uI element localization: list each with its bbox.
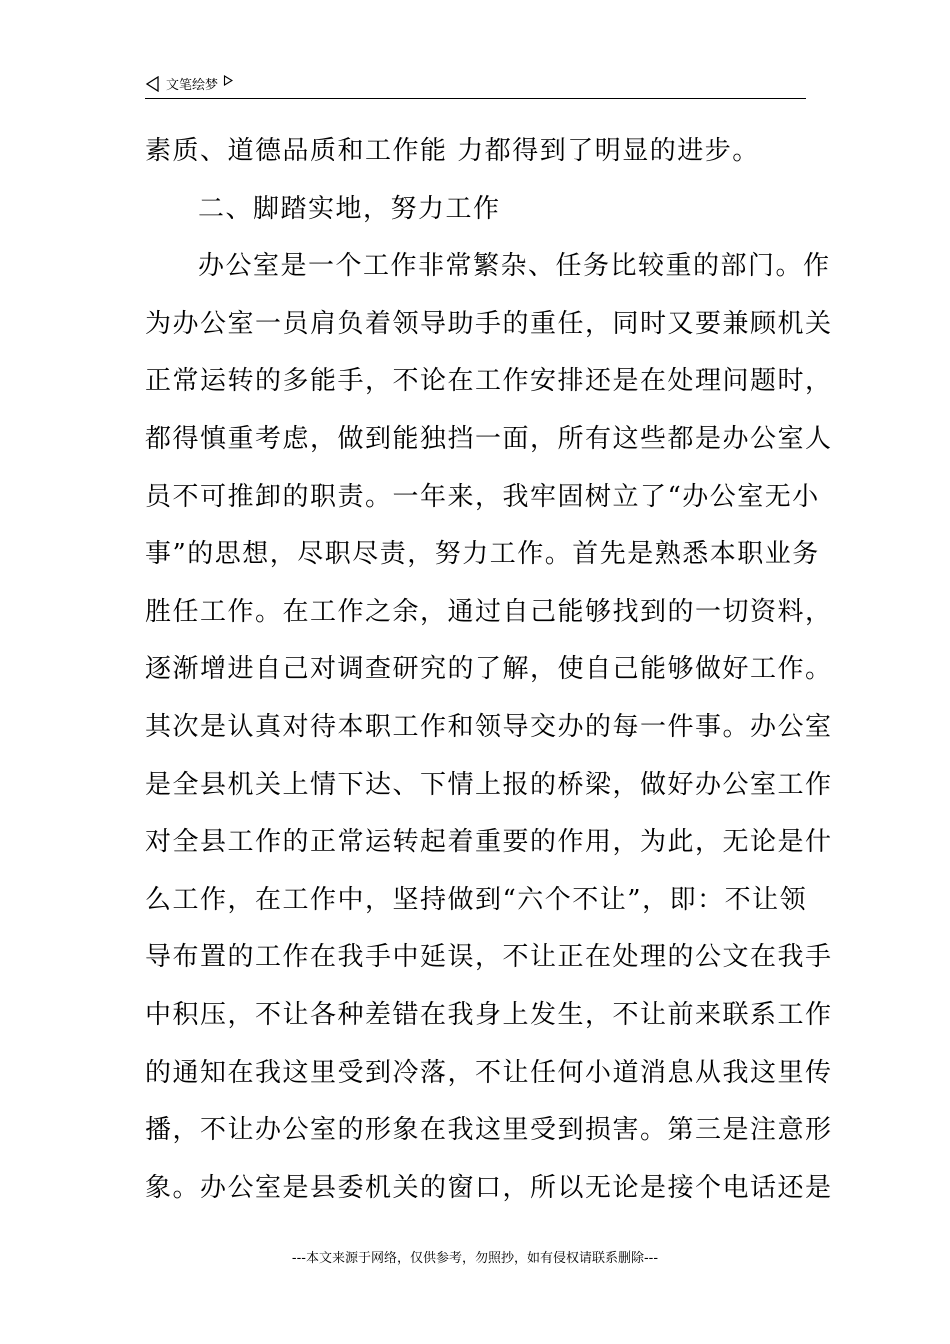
- triangle-right-icon: [223, 75, 233, 86]
- brand: [145, 74, 233, 93]
- section-heading: 二、脚踏实地，努力工作: [198, 193, 501, 224]
- brand-label: 文笔绘梦: [166, 78, 219, 93]
- triangle-left-icon: [145, 76, 160, 92]
- text-line: 员不可推卸的职责。一年来，我牢固树立了“办公室无小: [145, 481, 820, 512]
- document-body: [145, 123, 833, 1217]
- footer-disclaimer: ---本文来源于网络，仅供参考，勿照抄，如有侵权请联系删除---: [291, 1251, 659, 1266]
- text-line: 为办公室一员肩负着领导助手的重任，同时又要兼顾机关: [145, 308, 833, 339]
- text-line: 胜任工作。在工作之余，通过自己能够找到的一切资料，: [145, 596, 833, 627]
- text-line: 么工作，在工作中，坚持做到“六个不让”，即：不让领: [145, 884, 808, 915]
- text-line: 中积压，不让各种差错在我身上发生，不让前来联系工作: [145, 999, 833, 1030]
- text-line: 办公室是一个工作非常繁杂、任务比较重的部门。作: [198, 251, 831, 282]
- text-line: 导布置的工作在我手中延误，不让正在处理的公文在我手: [145, 942, 833, 973]
- text-line: 的通知在我这里受到冷落，不让任何小道消息从我这里传: [145, 1057, 833, 1088]
- text-line: 素质、道德品质和工作能 力都得到了明显的进步。: [145, 136, 760, 166]
- text-line: 逐渐增进自己对调查研究的了解，使自己能够做好工作。: [145, 654, 833, 685]
- text-line: 事”的思想，尽职尽责，努力工作。首先是熟悉本职业务: [145, 539, 820, 570]
- text-line: 对全县工作的正常运转起着重要的作用，为此，无论是什: [145, 827, 833, 858]
- text-line: 都得慎重考虑，做到能独挡一面，所有这些都是办公室人: [145, 423, 833, 454]
- text-line: 正常运转的多能手，不论在工作安排还是在处理问题时，: [145, 366, 833, 397]
- text-line: 象。办公室是县委机关的窗口，所以无论是接个电话还是: [145, 1172, 833, 1203]
- text-line: 播，不让办公室的形象在我这里受到损害。第三是注意形: [145, 1115, 833, 1146]
- page-header: [145, 70, 806, 99]
- text-line: 其次是认真对待本职工作和领导交办的每一件事。办公室: [145, 711, 833, 742]
- text-line: 是全县机关上情下达、下情上报的桥梁，做好办公室工作: [145, 769, 833, 800]
